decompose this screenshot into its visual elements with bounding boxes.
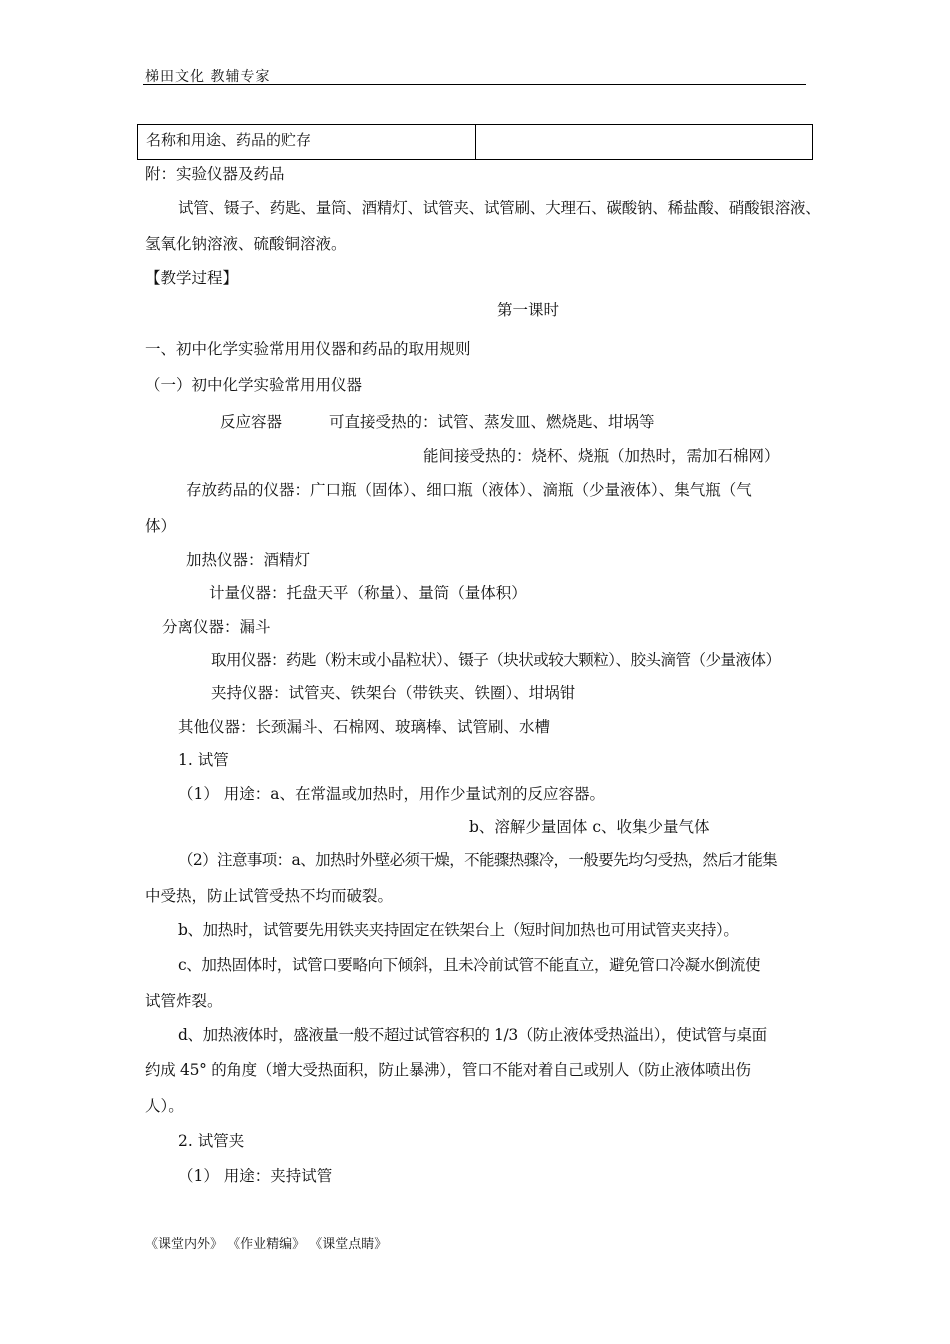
- lesson-title: 第一课时: [497, 301, 560, 319]
- page-header: 梯田文化 教辅专家: [145, 69, 271, 85]
- table-cell: 名称和用途、药品的贮存: [146, 131, 312, 149]
- other-instruments: 其他仪器：长颈漏斗、石棉网、玻璃棒、试管刷、水槽: [178, 718, 551, 736]
- item-2-usage: （1） 用途：夹持试管: [178, 1167, 333, 1185]
- storage-instruments-cont: 体）: [145, 517, 177, 535]
- item-1-usage-bc: b、溶解少量固体 c、收集少量气体: [469, 818, 710, 836]
- item-1-notes-b: b、加热时，试管要先用铁夹夹持固定在铁架台上（短时间加热也可用试管夹夹持）。: [178, 921, 739, 939]
- indirect-heating: 能间接受热的：烧杯、烧瓶（加热时，需加石棉网）: [423, 447, 780, 465]
- item-2-title: 2. 试管夹: [178, 1132, 245, 1150]
- storage-instruments: 存放药品的仪器：广口瓶（固体）、细口瓶（液体）、滴瓶（少量液体）、集气瓶（气: [186, 481, 752, 499]
- item-1-notes-d: d、加热液体时，盛液量一般不超过试管容积的 1/3（防止液体受热溢出），使试管与桌面: [178, 1026, 767, 1044]
- measuring-instruments: 计量仪器：托盘天平（称量）、量筒（量体积）: [209, 584, 527, 602]
- item-1-notes-a: （2）注意事项：a、加热时外壁必须干燥，不能骤热骤冷，一般要先均匀受热，然后才能集: [178, 851, 778, 869]
- item-1-title: 1. 试管: [178, 751, 229, 769]
- direct-heating: 可直接受热的：试管、蒸发皿、燃烧匙、坩埚等: [329, 413, 655, 431]
- item-1-usage: （1） 用途：a、在常温或加热时，用作少量试剂的反应容器。: [178, 785, 606, 803]
- page-footer: 《课堂内外》 《作业精编》 《课堂点睛》: [145, 1237, 388, 1252]
- reaction-vessel-label: 反应容器: [220, 413, 283, 431]
- item-1-notes-c: c、加热固体时，试管口要略向下倾斜，且未冷前试管不能直立，避免管口冷凝水倒流使: [178, 956, 761, 974]
- item-1-notes-a-cont: 中受热，防止试管受热不均而破裂。: [145, 887, 394, 905]
- heading-1: 一、初中化学实验常用用仪器和药品的取用规则: [145, 340, 471, 358]
- item-1-notes-d-cont: 约成 45° 的角度（增大受热面积，防止暴沸），管口不能对着自己或别人（防止液体喷出伤: [145, 1061, 751, 1079]
- item-1-notes-c-cont: 试管炸裂。: [145, 992, 223, 1010]
- table-divider: [475, 125, 476, 159]
- materials-list: 试管、镊子、药匙、量筒、酒精灯、试管夹、试管刷、大理石、碳酸钠、稀盐酸、硝酸银溶液、: [178, 199, 821, 217]
- info-table: [137, 124, 813, 160]
- heating-instruments: 加热仪器：酒精灯: [186, 551, 311, 569]
- materials-list-cont: 氢氧化钠溶液、硫酸铜溶液。: [145, 235, 347, 253]
- heading-1-1: （一）初中化学实验常用用仪器: [145, 376, 363, 394]
- holding-instruments: 夹持仪器：试管夹、铁架台（带铁夹、铁圈）、坩埚钳: [211, 684, 576, 702]
- separating-instruments: 分离仪器：漏斗: [162, 618, 271, 636]
- header-rule: [143, 84, 806, 85]
- dispensing-instruments: 取用仪器：药匙（粉末或小晶粒状）、镊子（块状或较大颗粒）、胶头滴管（少量液体）: [211, 651, 781, 669]
- item-1-notes-d-end: 人）。: [145, 1097, 184, 1115]
- section-heading: 【教学过程】: [145, 269, 239, 287]
- appendix-label: 附：实验仪器及药品: [145, 165, 285, 183]
